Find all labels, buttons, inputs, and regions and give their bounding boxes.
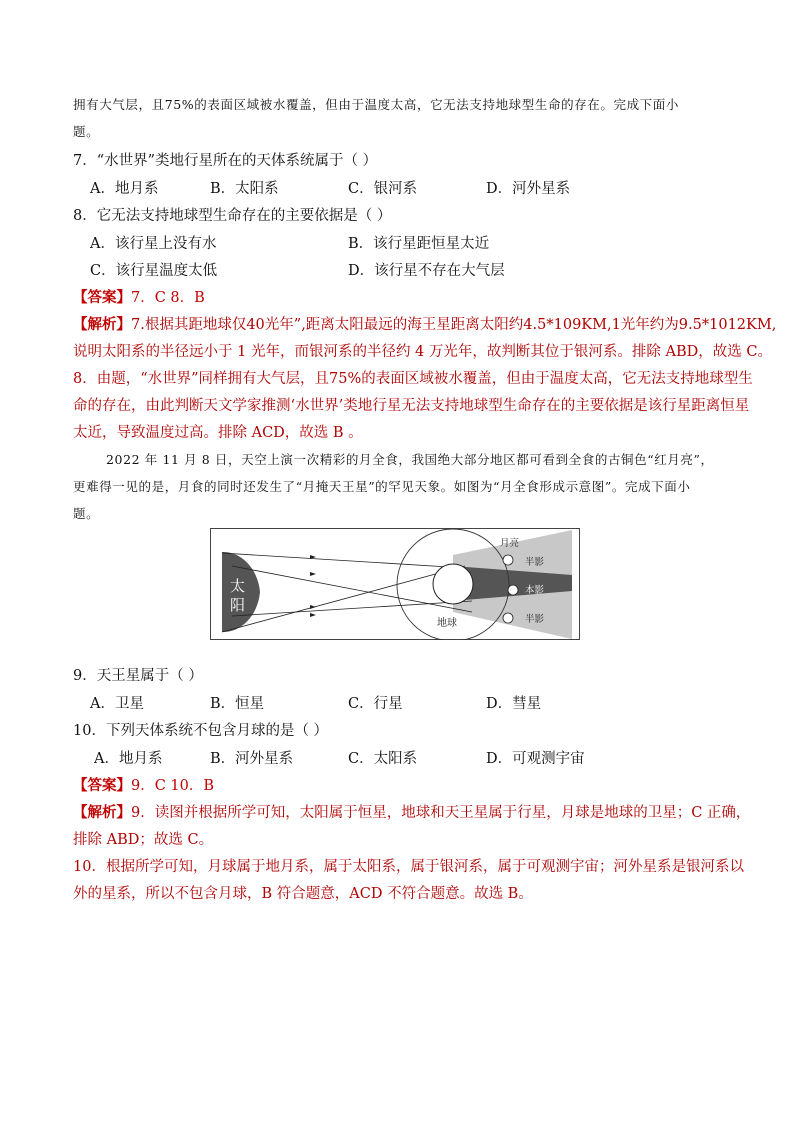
answer-block <box>73 774 214 795</box>
analysis-line: 10．根据所学可知，月球属于地月系，属于太阳系，属于银河系，属于可观测宇宙；河外星系是银河系以 <box>73 859 744 875</box>
q8-option-b: B．该行星距恒星太近 <box>348 236 490 252</box>
earth-label: 地球 <box>437 618 457 629</box>
light-ray <box>222 553 465 568</box>
q7-option-c: C．银河系 <box>348 181 418 197</box>
intro-paragraph-line: 2022 年 11 月 8 日，天空上演一次精彩的月全食，我国绝大部分地区都可看到全食的古铜色“红月亮”， <box>106 452 714 467</box>
moon-shape <box>508 585 518 595</box>
penumbra-bottom-label: 半影 <box>525 614 545 625</box>
intro-paragraph-line: 拥有大气层，且75%的表面区域被水覆盖，但由于温度太高，它无法支持地球型生命的存在。完成下面小 <box>73 97 679 112</box>
analysis-line: 7.根据其距地球仅40光年”,距离太阳最远的海王星距离太阳约4.5*109KM,1光年约为9.5*1012KM, <box>131 317 777 333</box>
lunar-eclipse-diagram <box>210 528 580 640</box>
sun-label-2: 阳 <box>230 596 246 614</box>
moon-shape <box>503 555 513 565</box>
analysis-line: 外的星系，所以不包含月球，B 符合题意，ACD 不符合题意。故选 B。 <box>73 886 533 902</box>
q9-option-b: B．恒星 <box>210 696 265 712</box>
analysis-line: 命的存在，由此判断天文学家推测‘水世界’类地行星无法支持地球型生命存在的主要依据是该行星距离恒星 <box>73 398 750 414</box>
question-9-stem: 9．天王星属于（ ） <box>73 668 203 684</box>
q9-option-d: D．彗星 <box>486 696 542 712</box>
analysis-line: 太近，导致温度过高。排除 ACD，故选 B 。 <box>73 425 363 441</box>
q8-option-c: C．该行星温度太低 <box>90 263 218 279</box>
analysis-line: 说明太阳系的半径远小于 1 光年，而银河系的半径约 4 万光年，故判断其位于银河系。排除 ABD，故选 C。 <box>73 344 772 360</box>
q7-option-a: A．地月系 <box>90 181 159 197</box>
intro-paragraph-line: 题。 <box>73 124 100 139</box>
q9-option-c: C．行星 <box>348 696 403 712</box>
q10-option-a: A．地月系 <box>94 751 163 767</box>
question-7-stem: 7．“水世界”类地行星所在的天体系统属于（ ） <box>73 153 378 169</box>
answer-text: 9．C 10．B <box>131 778 215 794</box>
question-8-stem: 8．它无法支持地球型生命存在的主要依据是（ ） <box>73 208 392 224</box>
q8-option-a: A．该行星上没有水 <box>90 236 217 252</box>
question-10-stem: 10．下列天体系统不包含月球的是（ ） <box>73 723 329 739</box>
intro-paragraph-line: 题。 <box>73 506 100 521</box>
analysis-tag: 【解析】 <box>73 804 131 821</box>
penumbra-top-label: 半影 <box>525 557 545 568</box>
analysis-block <box>73 313 776 334</box>
q9-option-a: A．卫星 <box>90 696 144 712</box>
analysis-line: 9．读图并根据所学可知，太阳属于恒星，地球和天王星属于行星，月球是地球的卫星；C 正确， <box>131 805 751 821</box>
sun-label-1: 太 <box>230 577 246 595</box>
q10-option-b: B．河外星系 <box>210 751 294 767</box>
analysis-block <box>73 801 750 822</box>
answer-tag: 【答案】 <box>73 777 131 794</box>
analysis-line: 8．由题，“水世界”同样拥有大气层，且75%的表面区域被水覆盖，但由于温度太高，它无法支持地球型生 <box>73 371 753 387</box>
light-ray <box>232 601 472 616</box>
q10-option-c: C．太阳系 <box>348 751 418 767</box>
q8-option-d: D．该行星不存在大气层 <box>348 263 505 279</box>
q7-option-d: D．河外星系 <box>486 181 571 197</box>
answer-block <box>73 286 205 307</box>
moon-label: 月亮 <box>500 538 520 549</box>
intro-paragraph-line: 更难得一见的是，月食的同时还发生了“月掩天王星”的罕见天象。如图为“月全食形成示意图”。完成下面小 <box>73 479 691 494</box>
moon-shape <box>503 613 513 623</box>
earth-shape <box>433 564 473 604</box>
analysis-tag: 【解析】 <box>73 316 131 333</box>
q7-option-b: B．太阳系 <box>210 181 279 197</box>
umbra-label: 本影 <box>525 585 545 596</box>
q10-option-d: D．可观测宇宙 <box>486 751 585 767</box>
answer-text: 7．C 8．B <box>131 290 205 306</box>
analysis-line: 排除 ABD；故选 C。 <box>73 832 214 848</box>
answer-tag: 【答案】 <box>73 289 131 306</box>
